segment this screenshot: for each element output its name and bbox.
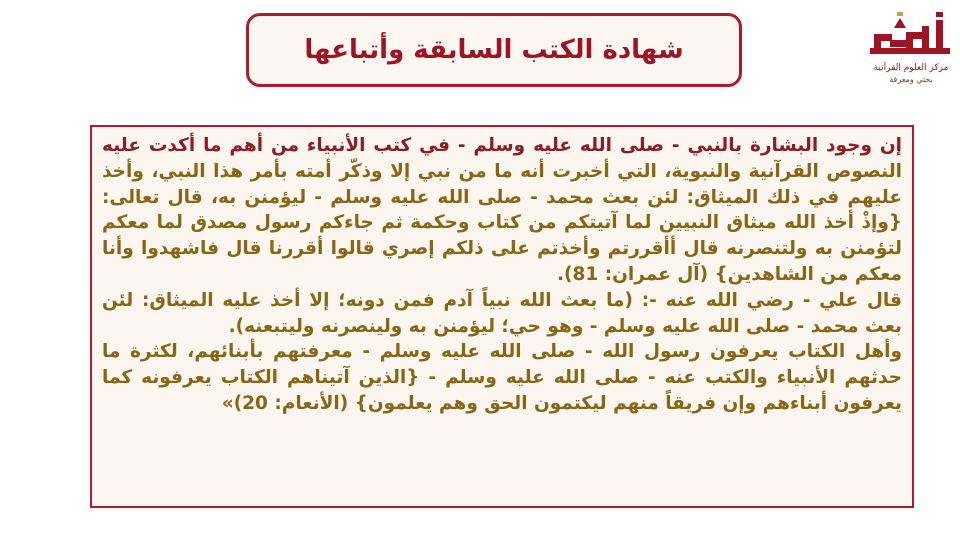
logo-tagline: بحثي ومعرفة xyxy=(889,75,933,84)
paragraph-2: قال علي - رضي الله عنه -: (ما بعث الله نبياً آدم فمن دونه؛ إلا أخذ عليه الميثاق: لئن بعث محمد - صلى الله عليه وسلم - وهو حي؛ ليؤمنن به ولينصرنه وليتبعنه). xyxy=(102,289,902,337)
paragraph-1-body: النصوص القرآنية والنبوية، التي أخبرت أنه ما من نبي إلا وذكّر أمته بأمر هذا النبي، وأخذ عليهم في ذلك الميثاق: لئن بعث محمد - صلى الله عليه وسلم - ليؤمنن به، قال تعالى: {وإذْ أخذ الله ميثاق النبيين لما آتيتكم من كتاب وحكمة ثم جاءكم رسول مصدق لما معكم لتؤمنن به ولتنصرنه قال أأقررتم وأخذتم على ذلكم إصري قالوا أقررنا قال فاشهدوا وأنا معكم من الشاهدين} (آل عمران: 81). xyxy=(102,160,902,285)
title-box xyxy=(246,13,742,87)
paragraph-3: وأهل الكتاب يعرفون رسول الله - صلى الله عليه وسلم - معرفتهم بأبنائهم، لكثرة ما حدثهم الأنبياء والكتب عنه - صلى الله عليه وسلم - {الذين آتيناهم الكتاب يعرفونه كما يعرفون أبناءهم وإن فريقاً منهم ليكتمون الحق وهم يعلمون} (الأنعام: 20)» xyxy=(102,341,902,414)
content-text xyxy=(102,133,902,417)
paragraph-1-lead: إن وجود البشارة بالنبي - صلى الله عليه وسلم - في كتب الأنبياء من أهم ما أكدت عليه xyxy=(102,135,902,156)
ihkam-logo-icon xyxy=(866,4,956,62)
logo xyxy=(866,4,956,88)
logo-subtitle: مركز العلوم القرآنية xyxy=(873,63,949,73)
page-title: شهادة الكتب السابقة وأتباعها xyxy=(304,35,684,65)
content-box xyxy=(90,125,914,508)
paragraph-1 xyxy=(102,133,902,288)
